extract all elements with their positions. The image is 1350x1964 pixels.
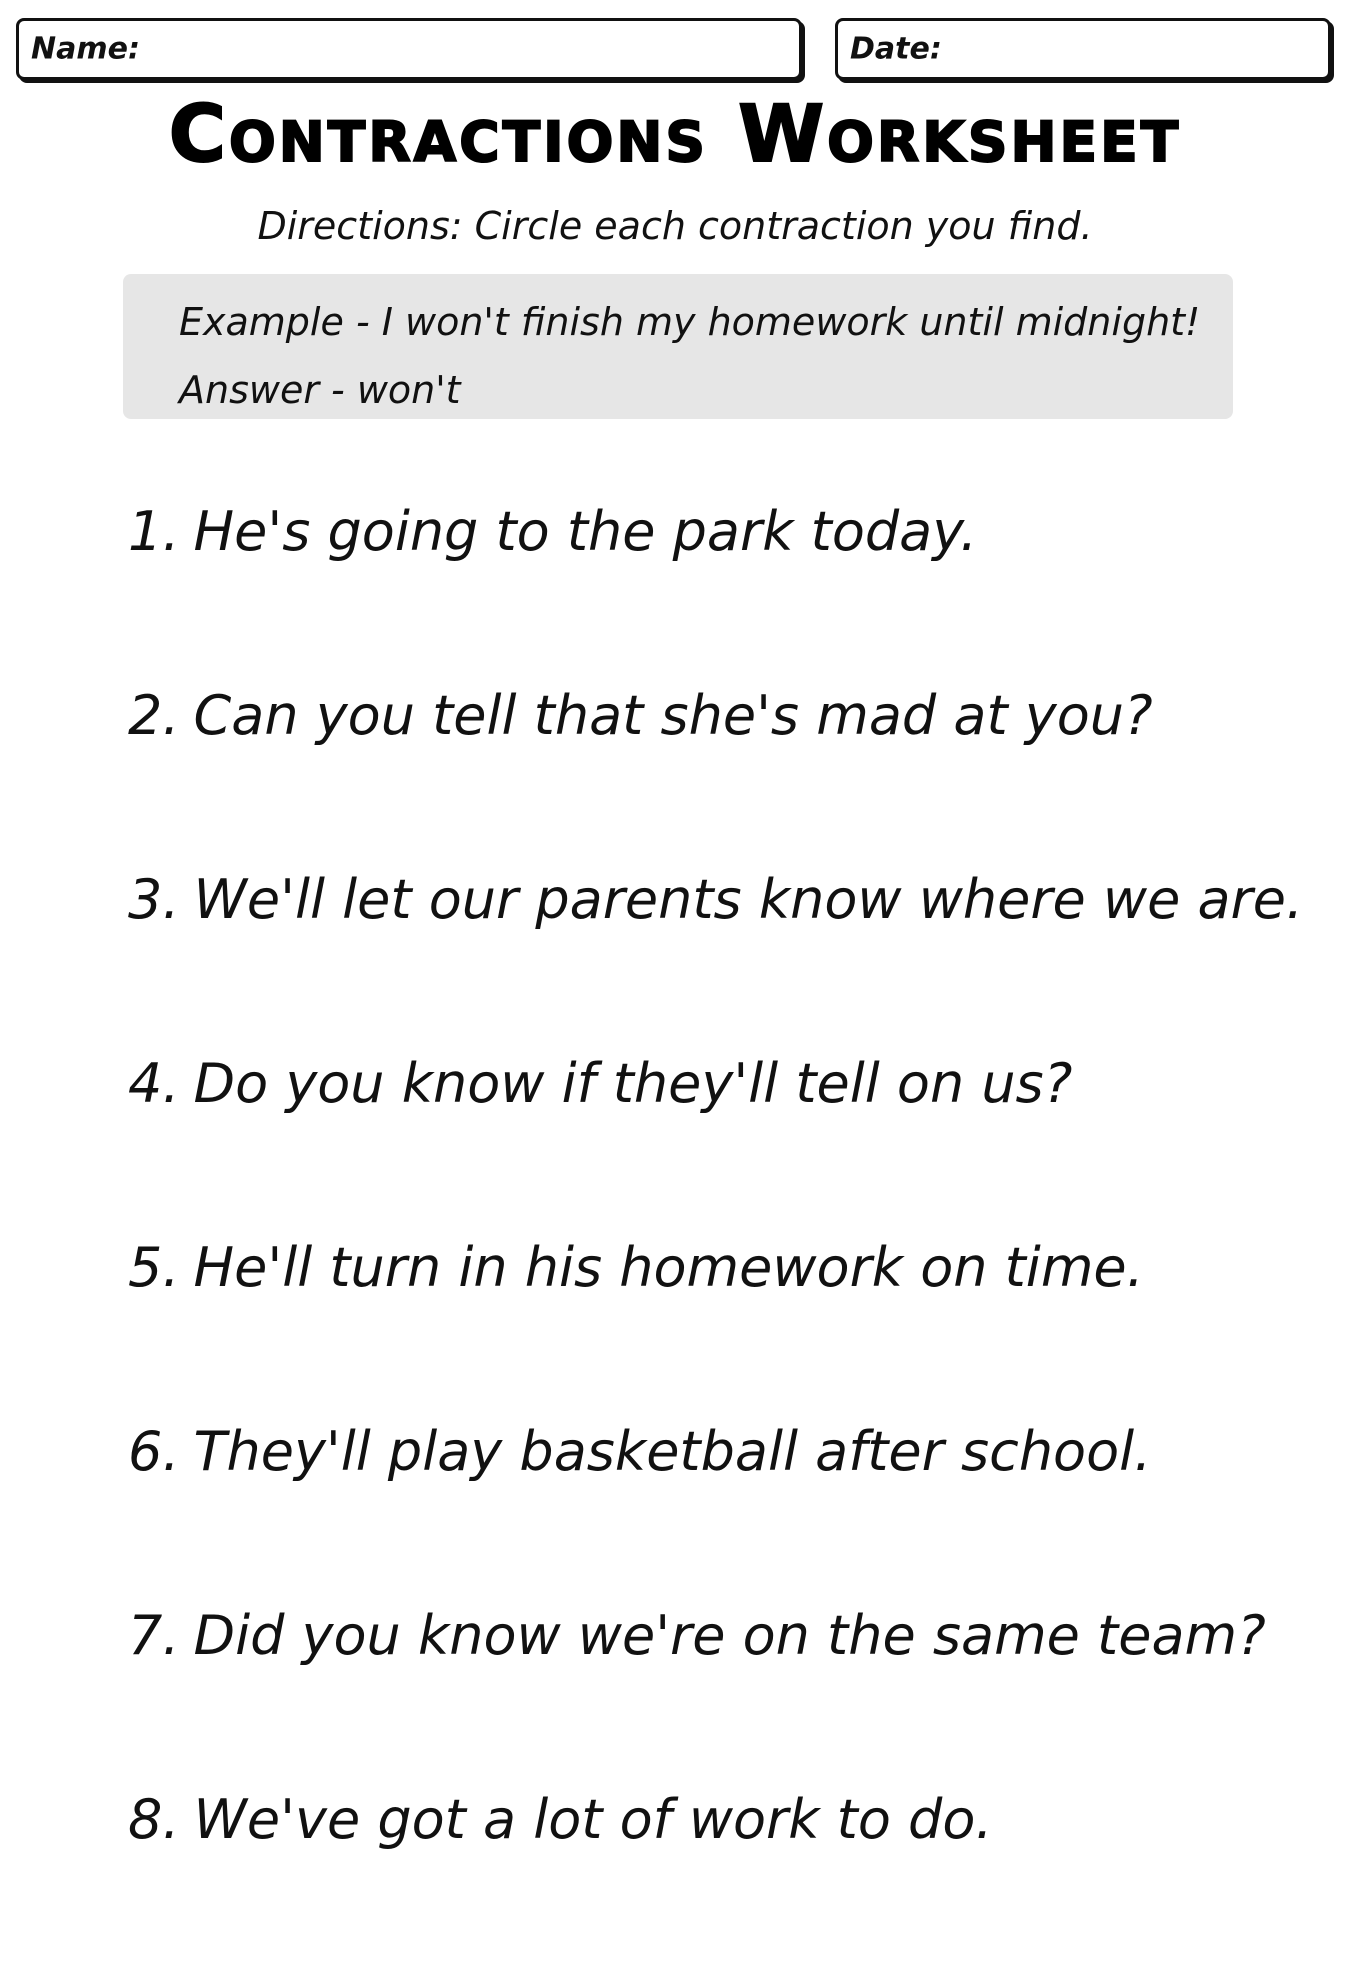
question-number: 7. bbox=[128, 1604, 180, 1667]
question-item bbox=[128, 1228, 1308, 1412]
name-label: Name: bbox=[31, 31, 140, 67]
question-list bbox=[128, 492, 1308, 1964]
date-field[interactable] bbox=[835, 18, 1331, 80]
page-title: Contractions Worksheet bbox=[168, 90, 1182, 180]
example-sentence: Example - I won't finish my homework until midnight! bbox=[179, 300, 1201, 344]
question-item bbox=[128, 860, 1308, 1044]
example-answer: Answer - won't bbox=[179, 368, 461, 412]
question-text[interactable]: We'll let our parents know where we are. bbox=[193, 868, 1304, 931]
question-item bbox=[128, 492, 1308, 676]
question-text[interactable]: Can you tell that she's mad at you? bbox=[193, 684, 1153, 747]
question-text[interactable]: They'll play basketball after school. bbox=[193, 1420, 1152, 1483]
question-number: 4. bbox=[128, 1052, 180, 1115]
question-item bbox=[128, 676, 1308, 860]
question-text[interactable]: Did you know we're on the same team? bbox=[193, 1604, 1266, 1667]
question-number: 3. bbox=[128, 868, 180, 931]
question-number: 5. bbox=[128, 1236, 180, 1299]
name-field[interactable] bbox=[16, 18, 802, 80]
question-text[interactable]: He's going to the park today. bbox=[193, 500, 978, 563]
question-item bbox=[128, 1596, 1308, 1780]
question-item bbox=[128, 1412, 1308, 1596]
example-box bbox=[123, 274, 1233, 419]
question-number: 1. bbox=[128, 500, 180, 563]
question-text[interactable]: Do you know if they'll tell on us? bbox=[193, 1052, 1073, 1115]
question-text[interactable]: We've got a lot of work to do. bbox=[193, 1788, 993, 1851]
question-item bbox=[128, 1044, 1308, 1228]
question-number: 2. bbox=[128, 684, 180, 747]
question-text[interactable]: He'll turn in his homework on time. bbox=[193, 1236, 1144, 1299]
question-item bbox=[128, 1780, 1308, 1964]
question-number: 6. bbox=[128, 1420, 180, 1483]
directions-text: Directions: Circle each contraction you find. bbox=[257, 204, 1093, 248]
question-number: 8. bbox=[128, 1788, 180, 1851]
date-label: Date: bbox=[850, 31, 942, 67]
